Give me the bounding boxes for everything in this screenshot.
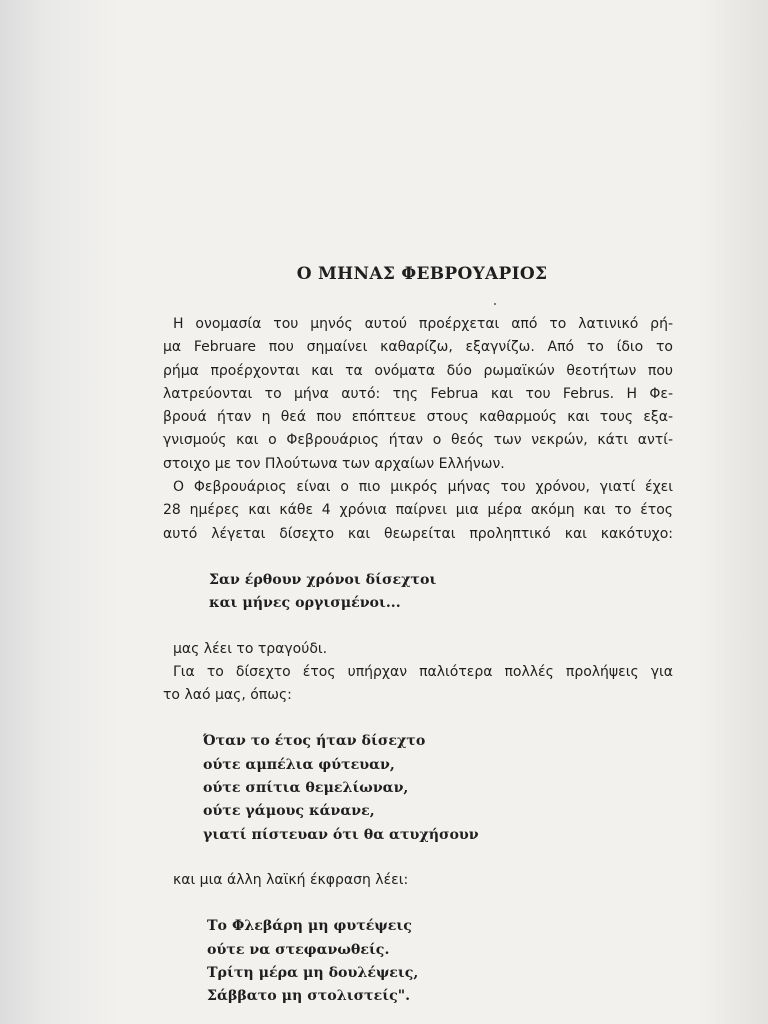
- text-line: στοιχο με τον Πλούτωνα των αρχαίων Ελλήνων.: [163, 455, 505, 472]
- paragraph-folk-saying: [163, 869, 673, 892]
- text-line: γνισμούς και ο Φεβρουάριος ήταν ο θεός των νεκρών, κάτι αντί-: [163, 432, 673, 449]
- paragraph-superstitions: [163, 638, 673, 708]
- text-line: ρήμα προέρχονται και τα ονόματα δύο ρωμαϊκών θεοτήτων που: [163, 362, 673, 379]
- page-gutter-shadow: [0, 0, 120, 1024]
- text-line: μας λέει το τραγούδι.: [173, 640, 328, 657]
- text-line: Η ονομασία του μηνός αυτού προέρχεται από το λατινικό ρή-: [173, 316, 673, 332]
- verse-line: και μήνες οργισμένοι...: [209, 595, 401, 612]
- verse-line: Τρίτη μέρα μη δουλέψεις,: [207, 964, 419, 981]
- text-line: και μια άλλη λαϊκή έκφραση λέει:: [173, 871, 409, 888]
- text-line: λατρεύονται το μήνα αυτό: της Februa και του Februs. Η Φε-: [163, 385, 673, 402]
- verse-line: Το Φλεβάρη μη φυτέψεις: [207, 918, 412, 935]
- verse-line: ούτε γάμους κάνανε,: [203, 803, 375, 820]
- verse-line: Σάββατο μη στολιστείς".: [207, 988, 411, 1005]
- paragraph-etymology: [163, 313, 673, 476]
- page-edge-shadow: [698, 0, 768, 1024]
- text-line: το λαό μας, όπως:: [163, 687, 292, 704]
- text-line: αυτό λέγεται δίσεχτο και θεωρείται προληπτικό και κακότυχο:: [163, 525, 673, 542]
- verse-folk-saying: [163, 915, 673, 1008]
- text-line: μα Februare που σημαίνει καθαρίζω, εξαγνίζω. Από το ίδιο το: [163, 339, 673, 356]
- verse-line: Σαν έρθουν χρόνοι δίσεχτοι: [209, 571, 437, 588]
- verse-line: γιατί πίστευαν ότι θα ατυχήσουν: [203, 826, 479, 843]
- text-line: βρουά ήταν η θεά που επόπτευε στους καθαρμούς και τους εξα-: [163, 409, 673, 426]
- text-line: Για το δίσεχτο έτος υπήρχαν παλιότερα πολλές προλήψεις για: [173, 663, 673, 680]
- verse-line: ούτε να στεφανωθείς.: [207, 941, 390, 958]
- page-content: [163, 262, 673, 1008]
- page-title: Ο ΜΗΝΑΣ ΦΕΒΡΟΥΑΡΙΟΣ: [296, 264, 548, 284]
- verse-line: Όταν το έτος ήταν δίσεχτο: [203, 733, 426, 750]
- paragraph-leap-year: [163, 476, 673, 546]
- verse-superstition: [163, 730, 673, 846]
- verse-song: [163, 569, 673, 616]
- verse-line: ούτε αμπέλια φύτευαν,: [203, 756, 395, 773]
- text-line: 28 ημέρες και κάθε 4 χρόνια παίρνει μια μέρα ακόμη και το έτος: [163, 502, 673, 519]
- text-line: Ο Φεβρουάριος είναι ο πιο μικρός μήνας του χρόνου, γιατί έχει: [173, 479, 673, 496]
- verse-line: ούτε σπίτια θεμελίωναν,: [203, 780, 409, 797]
